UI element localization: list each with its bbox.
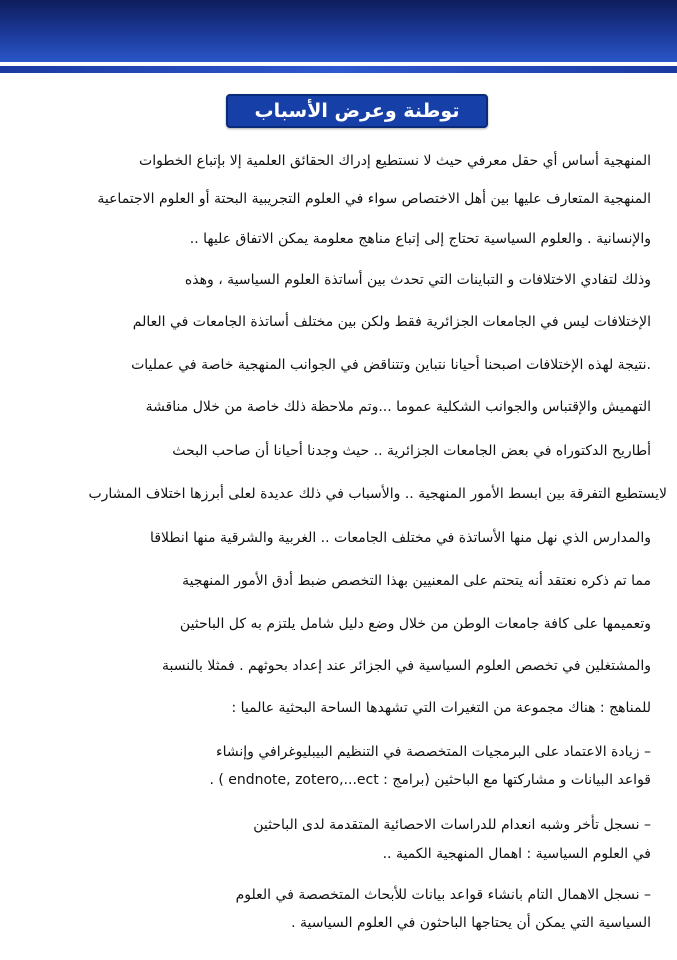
paragraph-line: التهميش والإقتباس والجوانب الشكلية عموما ...وتم ملاحظة ذلك خاصة من خلال مناقشة <box>145 399 651 415</box>
paragraph-line: للمناهج : هناك مجموعة من التغيرات التي تشهدها الساحة البحثية عالميا : <box>231 700 651 716</box>
bullet-line: السياسية التي يمكن أن يحتاجها الباحثون في العلوم السياسية . <box>291 915 651 931</box>
paragraph-line: والمشتغلين في تخصص العلوم السياسية في الجزائر عند إعداد بحوثهم . فمثلا بالنسبة <box>162 658 651 674</box>
section-title: توطنة وعرض الأسباب <box>226 94 488 128</box>
bullet-line: – زيادة الاعتماد على البرمجيات المتخصصة في التنظيم البيبليوغرافي وإنشاء <box>216 744 651 760</box>
paragraph-line: المنهجية المتعارف عليها بين أهل الاختصاص سواء في العلوم التجريبية البحتة أو العلوم الاجتماعية <box>97 191 651 207</box>
paragraph-line: وذلك لتفادي الاختلافات و التباينات التي تحدث بين أساتذة العلوم السياسية ، وهذه <box>184 272 651 288</box>
paragraph-line: لايستطيع التفرقة بين ابسط الأمور المنهجية .. والأسباب في ذلك عديدة لعلى أبرزها اختلاف المشارب <box>88 486 667 502</box>
paragraph-line: والإنسانية . والعلوم السياسية تحتاج إلى إتباع مناهج معلومة يمكن الاتفاق عليها .. <box>189 231 651 247</box>
bullet-line: في العلوم السياسية : اهمال المنهجية الكمية .. <box>382 846 651 862</box>
paragraph-line: والمدارس الذي نهل منها الأساتذة في مختلف الجامعات .. الغربية والشرقية منها انطلاقا <box>150 530 651 546</box>
paragraph-line: .نتيجة لهذه الإختلافات اصبحنا أحيانا نتباين وتتناقض في الجوانب المنهجية خاصة في عمليات <box>131 357 651 373</box>
paragraph-line: مما تم ذكره نعتقد أنه يتحتم على المعنيين بهذا التخصص ضبط أدق الأمور المنهجية <box>182 573 651 589</box>
paragraph-line: المنهجية أساس أي حقل معرفي حيث لا نستطيع إدراك الحقائق العلمية إلا بإتباع الخطوات <box>139 153 651 169</box>
paragraph-line: وتعميمها على كافة جامعات الوطن من خلال وضع دليل شامل يلتزم به كل الباحثين <box>179 616 651 632</box>
bullet-line: – نسجل تأخر وشبه انعدام للدراسات الاحصائية المتقدمة لدى الباحثين <box>253 817 651 833</box>
bullet-line: – نسجل الاهمال التام بانشاء قواعد بيانات للأبحاث المتخصصة في العلوم <box>235 887 651 903</box>
paragraph-line: الإختلافات ليس في الجامعات الجزائرية فقط ولكن بين مختلف أساتذة الجامعات في العالم <box>132 314 651 330</box>
paragraph-line: أطاريح الدكتوراه في بعض الجامعات الجزائرية .. حيث وجدنا أحيانا أن صاحب البحث <box>172 443 651 459</box>
bullet-line: قواعد البيانات و مشاركتها مع الباحثين (برامج : endnote, zotero,...ect ) . <box>209 772 651 788</box>
